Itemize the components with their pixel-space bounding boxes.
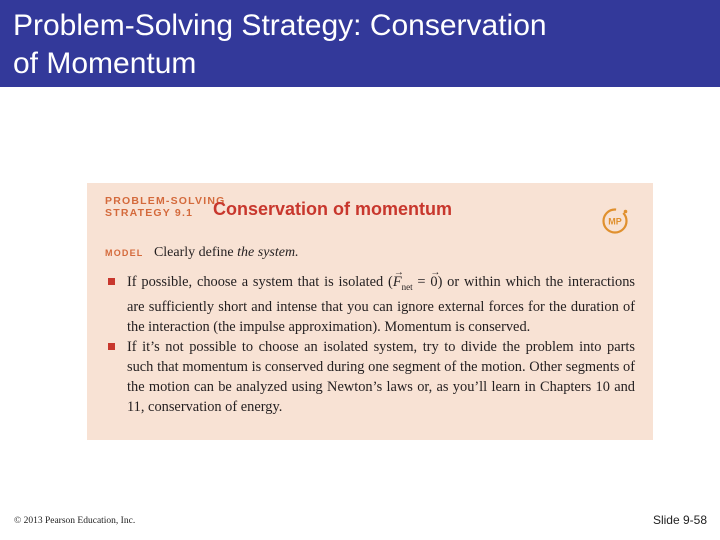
model-row <box>105 243 299 261</box>
bullet-1-after: ) or within which the interactions are sufficiently short and intense that you can ignore external forces for the duration of the interaction (the impulse approximation). Momentum is conserved. <box>127 274 636 335</box>
bullet-item-2 <box>105 337 635 417</box>
model-text <box>154 245 299 260</box>
formula-equals: = <box>412 274 431 290</box>
zero-vector: → 0 <box>430 267 441 290</box>
mp-icon-label: MP <box>608 216 622 227</box>
slide-number: Slide 9-58 <box>652 513 707 527</box>
copyright-text: © 2013 Pearson Education, Inc. <box>14 516 136 526</box>
slide-title-line-2: of Momentum <box>13 47 197 80</box>
slide-title-line-1: Problem-Solving Strategy: Conservation <box>13 9 547 42</box>
strategy-label <box>105 195 225 219</box>
model-text-emphasis: the system. <box>237 245 299 260</box>
bullet-marker <box>108 278 115 285</box>
net-force-subscript: net <box>401 281 413 292</box>
mastering-physics-icon <box>601 207 629 235</box>
title-bar <box>0 0 720 87</box>
strategy-box <box>87 183 653 440</box>
net-force-formula <box>392 267 441 292</box>
strategy-label-line-1: PROBLEM-SOLVING <box>105 195 226 207</box>
strategy-title: Conservation of momentum <box>213 199 453 219</box>
bullet-item-1 <box>105 267 636 337</box>
strategy-label-line-2: STRATEGY 9.1 <box>105 207 194 219</box>
slide-title <box>13 7 703 83</box>
net-force-symbol: → F <box>392 267 404 290</box>
bullet-1-before: If possible, choose a system that is isolated ( <box>127 274 393 290</box>
bullet-marker <box>108 343 115 350</box>
model-tag: MODEL <box>105 248 144 258</box>
strategy-bullets <box>105 267 636 417</box>
bullet-2-text: If it’s not possible to choose an isolated system, try to divide the problem into parts such that momentum is conserved during one segment of the motion. Other segments of the motion can be analyzed using Newton’s laws or, as you’ll learn in Chapters 10 and 11, conservation of energy. <box>127 338 635 415</box>
model-text-prefix: Clearly define <box>153 245 238 260</box>
